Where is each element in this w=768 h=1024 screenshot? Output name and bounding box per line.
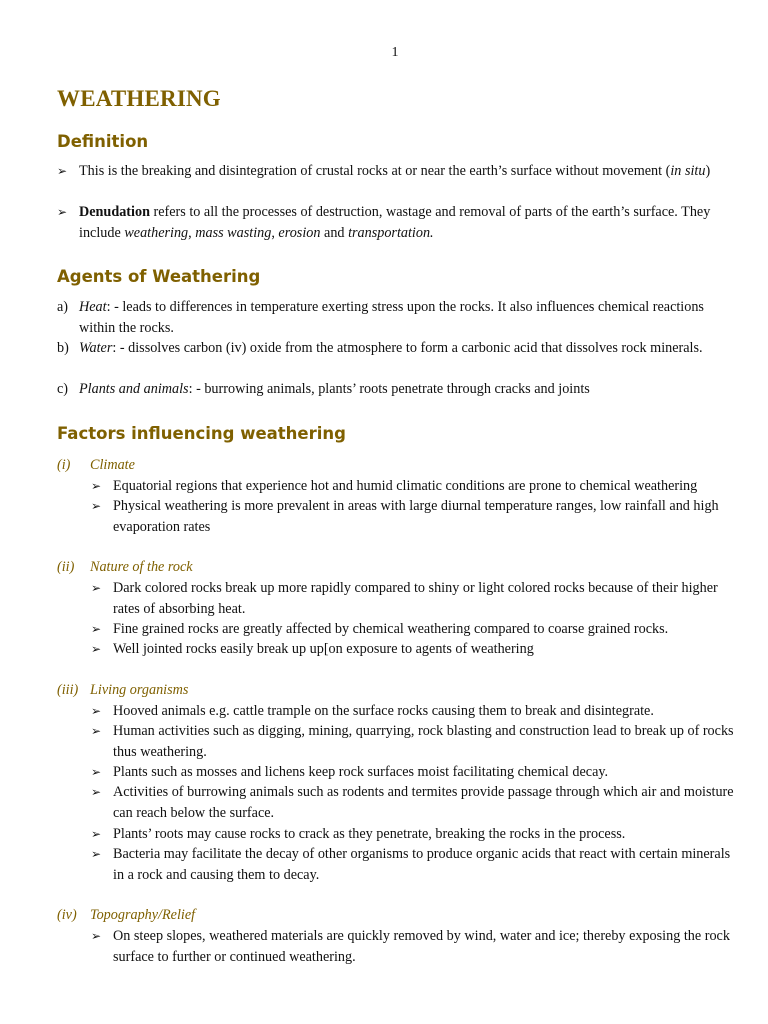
arrowhead-bullet-icon: ➢ [57, 164, 68, 178]
arrowhead-bullet-icon: ➢ [91, 581, 102, 595]
arrowhead-bullet-icon: ➢ [91, 785, 102, 799]
list-marker: b) [57, 340, 69, 356]
factor-bullet: ➢ On steep slopes, weathered materials are quickly removed by wind, water and ice; thereby exposing the rock surface to further or continued weathering. [91, 928, 730, 965]
agent-item [57, 379, 737, 400]
agent-term: Heat [79, 299, 107, 315]
arrowhead-bullet-icon: ➢ [91, 724, 102, 738]
factor-bullet: ➢ Physical weathering is more prevalent in areas with large diurnal temperature ranges, low rainfall and high evaporation rates [91, 498, 719, 535]
factor-number: (i) [57, 457, 71, 473]
factor-bullet: ➢ Activities of burrowing animals such as rodents and termites provide passage through which air and moisture can reach below the surface. [91, 784, 734, 821]
arrowhead-bullet-icon: ➢ [91, 479, 102, 493]
factor-bullet: ➢ Plants such as mosses and lichens keep rock surfaces moist facilitating chemical decay. [91, 762, 736, 783]
denudation-text: Denudation refers to all the processes of destruction, wastage and removal of parts of the earth’s surface. They include weathering, mass wasting, erosion and transportation. [79, 204, 711, 241]
list-marker: a) [57, 299, 69, 315]
section-heading-definition: Definition [57, 132, 149, 151]
arrowhead-bullet-icon: ➢ [91, 704, 102, 718]
factor-bullet: ➢ Equatorial regions that experience hot and humid climatic conditions are prone to chemical weathering [91, 476, 736, 497]
arrowhead-bullet-icon: ➢ [91, 929, 102, 943]
list-marker: c) [57, 381, 69, 397]
factor-label: Nature of the rock [90, 559, 193, 575]
factor-subheading-climate [57, 455, 135, 476]
agent-term: Water [79, 340, 113, 356]
factor-bullet: ➢ Fine grained rocks are greatly affected by chemical weathering compared to coarse grained rocks. [91, 619, 736, 640]
factor-number: (iii) [57, 682, 79, 698]
agent-description: : - burrowing animals, plants’ roots penetrate through cracks and joints [188, 381, 590, 397]
document-title: WEATHERING [57, 86, 221, 111]
arrowhead-bullet-icon: ➢ [57, 205, 68, 219]
factor-subheading-nature-of-rock [57, 557, 193, 578]
definition-text: This is the breaking and disintegration of crustal rocks at or near the earth’s surface without movement (in situ) [79, 163, 711, 179]
factor-bullet: ➢ Hooved animals e.g. cattle trample on the surface rocks causing them to break and disintegrate. [91, 701, 736, 722]
agent-item [57, 297, 737, 338]
factor-bullet: ➢ Human activities such as digging, mining, quarrying, rock blasting and construction lead to break up of rocks thus weathering. [91, 723, 734, 760]
agent-description: : - dissolves carbon (iv) oxide from the atmosphere to form a carbonic acid that dissolves rock minerals. [112, 340, 703, 356]
factor-label: Topography/Relief [90, 907, 196, 923]
factor-label: Climate [90, 457, 135, 473]
arrowhead-bullet-icon: ➢ [91, 642, 102, 656]
denudation-bullet [57, 202, 737, 243]
factor-bullet: ➢ Plants’ roots may cause rocks to crack as they penetrate, breaking the rocks in the process. [91, 824, 736, 845]
factor-subheading-topography [57, 905, 195, 926]
arrowhead-bullet-icon: ➢ [91, 827, 102, 841]
factor-bullet: ➢ Bacteria may facilitate the decay of other organisms to produce organic acids that react with certain minerals in a rock and causing them to decay. [91, 846, 731, 883]
page-number: 1 [391, 45, 399, 60]
factor-subheading-living-organisms [57, 680, 188, 701]
factor-number: (iv) [57, 907, 77, 923]
agent-item [57, 338, 737, 359]
definition-bullet [57, 161, 737, 182]
section-heading-agents: Agents of Weathering [57, 267, 261, 286]
factor-label: Living organisms [90, 682, 189, 698]
agent-description: : - leads to differences in temperature exerting stress upon the rocks. It also influences chemical reactions within the rocks. [79, 299, 704, 336]
section-heading-factors: Factors influencing weathering [57, 424, 346, 443]
agent-term: Plants and animals [79, 381, 189, 397]
arrowhead-bullet-icon: ➢ [91, 847, 102, 861]
factor-bullet: ➢ Dark colored rocks break up more rapidly compared to shiny or light colored rocks because of their higher rates of absorbing heat. [91, 580, 718, 617]
arrowhead-bullet-icon: ➢ [91, 499, 102, 513]
factor-bullet: ➢ Well jointed rocks easily break up up[on exposure to agents of weathering [91, 639, 736, 660]
arrowhead-bullet-icon: ➢ [91, 765, 102, 779]
factor-number: (ii) [57, 559, 75, 575]
arrowhead-bullet-icon: ➢ [91, 622, 102, 636]
